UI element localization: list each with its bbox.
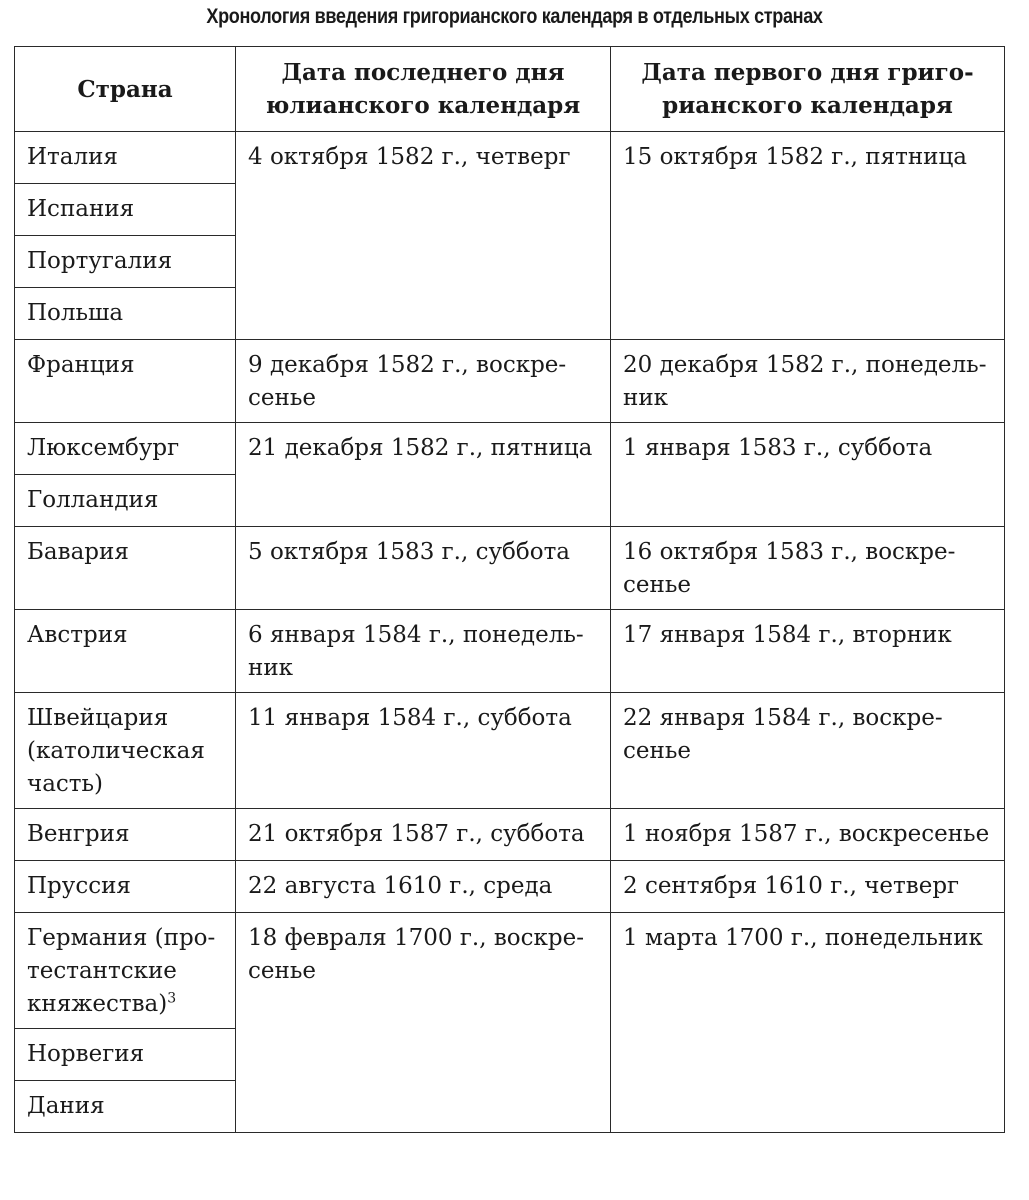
country-cell bbox=[15, 423, 236, 475]
table-row bbox=[15, 693, 1005, 809]
country-cell bbox=[15, 1029, 236, 1081]
julian-date-cell: 5 октября 1583 г., суббота bbox=[236, 527, 611, 610]
country-name: Дания bbox=[27, 1093, 105, 1119]
gregorian-date-cell: 15 октября 1582 г., пятница bbox=[611, 132, 1005, 340]
julian-date-cell: 11 января 1584 г., суббота bbox=[236, 693, 611, 809]
country-name: Италия bbox=[27, 144, 118, 170]
country-name: Норвегия bbox=[27, 1041, 145, 1067]
country-cell bbox=[15, 236, 236, 288]
table-row bbox=[15, 861, 1005, 913]
country-cell bbox=[15, 693, 236, 809]
gregorian-date-cell: 1 января 1583 г., суббота bbox=[611, 423, 1005, 527]
country-name: Франция bbox=[27, 352, 135, 378]
table-row bbox=[15, 340, 1005, 423]
table-row bbox=[15, 527, 1005, 610]
table-row bbox=[15, 423, 1005, 475]
country-name: Венгрия bbox=[27, 821, 130, 847]
country-cell bbox=[15, 527, 236, 610]
gregorian-date-cell: 1 марта 1700 г., понедельник bbox=[611, 913, 1005, 1133]
header-julian: Дата последнего дня юлианского календаря bbox=[236, 47, 611, 132]
country-cell bbox=[15, 610, 236, 693]
table-row bbox=[15, 809, 1005, 861]
gregorian-date-cell: 2 сентября 1610 г., четверг bbox=[611, 861, 1005, 913]
country-name: Польша bbox=[27, 300, 124, 326]
julian-date-cell: 22 августа 1610 г., среда bbox=[236, 861, 611, 913]
julian-date-cell: 21 декабря 1582 г., пятница bbox=[236, 423, 611, 527]
country-cell bbox=[15, 475, 236, 527]
country-cell bbox=[15, 288, 236, 340]
country-name: Швейцария (католическая часть) bbox=[27, 705, 205, 797]
country-cell bbox=[15, 913, 236, 1029]
gregorian-date-cell: 16 октября 1583 г., воскресенье bbox=[611, 527, 1005, 610]
table-row bbox=[15, 132, 1005, 184]
page-title: Хронология введения григорианского календаря в отдельных странах bbox=[206, 5, 823, 28]
country-cell bbox=[15, 809, 236, 861]
country-name: Голландия bbox=[27, 487, 159, 513]
table-body bbox=[15, 132, 1005, 1133]
julian-date-cell: 18 февраля 1700 г., воскресенье bbox=[236, 913, 611, 1133]
table-row bbox=[15, 610, 1005, 693]
country-name: Германия (протестантские княжества) bbox=[27, 925, 216, 1017]
gregorian-date-cell: 1 ноября 1587 г., воскресенье bbox=[611, 809, 1005, 861]
country-name: Португалия bbox=[27, 248, 173, 274]
julian-date-cell: 6 января 1584 г., понедельник bbox=[236, 610, 611, 693]
julian-date-cell: 9 декабря 1582 г., воскресенье bbox=[236, 340, 611, 423]
country-cell bbox=[15, 340, 236, 423]
gregorian-date-cell: 17 января 1584 г., вторник bbox=[611, 610, 1005, 693]
julian-date-cell: 21 октября 1587 г., суббота bbox=[236, 809, 611, 861]
country-cell bbox=[15, 184, 236, 236]
footnote-marker: 3 bbox=[167, 990, 177, 1007]
country-name: Пруссия bbox=[27, 873, 131, 899]
header-row bbox=[15, 47, 1005, 132]
gregorian-date-cell: 22 января 1584 г., воскресенье bbox=[611, 693, 1005, 809]
header-gregorian: Дата первого дня григорианского календаря bbox=[611, 47, 1005, 132]
country-name: Испания bbox=[27, 196, 135, 222]
calendar-table bbox=[14, 46, 1005, 1133]
country-name: Бавария bbox=[27, 539, 129, 565]
country-cell bbox=[15, 861, 236, 913]
header-country: Страна bbox=[15, 47, 236, 132]
country-cell bbox=[15, 1081, 236, 1133]
country-name: Люксембург bbox=[27, 435, 180, 461]
country-cell bbox=[15, 132, 236, 184]
table-row bbox=[15, 913, 1005, 1029]
julian-date-cell: 4 октября 1582 г., четверг bbox=[236, 132, 611, 340]
country-name: Австрия bbox=[27, 622, 128, 648]
gregorian-date-cell: 20 декабря 1582 г., понедельник bbox=[611, 340, 1005, 423]
